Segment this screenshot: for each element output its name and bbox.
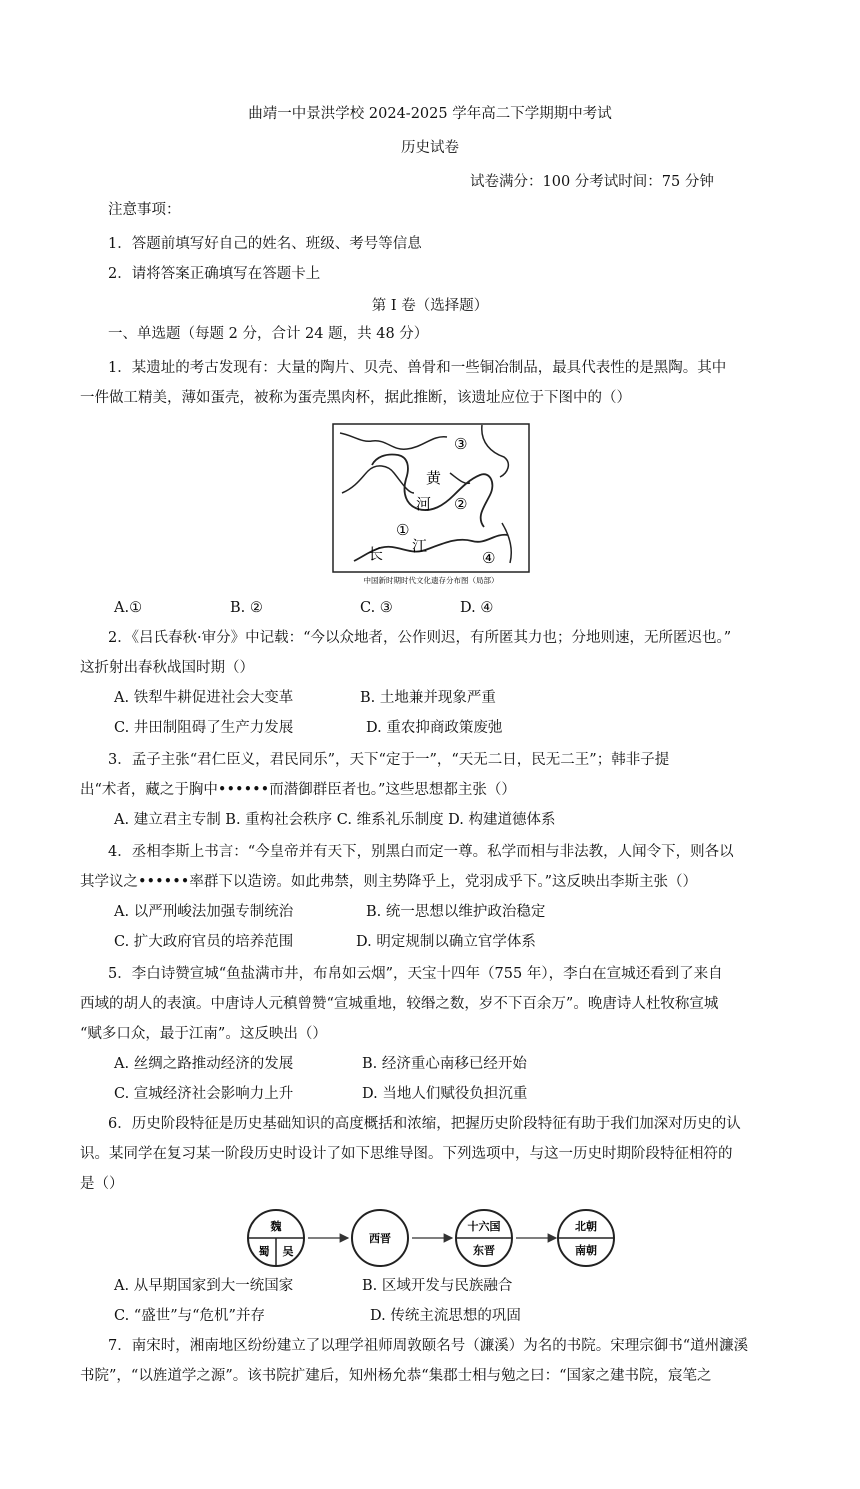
option[interactable]: D. ④ — [460, 600, 494, 616]
option[interactable]: C. 扩大政府官员的培养范围 — [114, 934, 294, 950]
option[interactable]: C. ③ — [360, 600, 393, 616]
option[interactable]: D. 传统主流思想的巩固 — [370, 1308, 521, 1324]
question-2-stem: 这折射出春秋战国时期（） — [80, 660, 254, 676]
map-label: 江 — [412, 537, 428, 555]
part-heading: 一、单选题（每题 2 分，合计 24 题，共 48 分） — [108, 326, 429, 342]
option[interactable]: B. 经济重心南移已经开始 — [362, 1056, 527, 1072]
node-label: 蜀 — [258, 1245, 270, 1258]
option[interactable]: D. 明定规制以确立官学体系 — [356, 934, 536, 950]
notice-heading: 注意事项： — [108, 202, 181, 218]
volume-heading: 第 I 卷（选择题） — [371, 298, 489, 314]
option[interactable]: A. 从早期国家到大一统国家 — [114, 1278, 294, 1294]
option[interactable]: B. ② — [230, 600, 263, 616]
option[interactable]: B. 土地兼并现象严重 — [360, 690, 496, 706]
question-6-stem: 是（） — [80, 1176, 124, 1192]
question-4-stem: 4．丞相李斯上书言：“今皇帝并有天下，别黑白而定一尊。私学而相与非法教，人闻令下，则各以 — [108, 844, 734, 860]
node-label: 南朝 — [575, 1244, 597, 1257]
map-marker: ③ — [454, 435, 468, 453]
option[interactable]: A. 以严刑峻法加强专制统治 — [114, 904, 294, 920]
notice-item: 1．答题前填写好自己的姓名、班级、考号等信息 — [108, 236, 422, 252]
option[interactable]: A.① — [114, 600, 143, 616]
question-6-stem: 识。某同学在复习某一阶段历史时设计了如下思维导图。下列选项中，与这一历史时期阶段特征相符的 — [80, 1146, 733, 1162]
node-label: 东晋 — [473, 1244, 495, 1257]
question-5-stem: 5．李白诗赞宣城“鱼盐满市井，布帛如云烟”，天宝十四年（755 年），李白在宣城还看到了来自 — [108, 966, 723, 982]
map-label: 黄 — [426, 469, 442, 487]
question-1-stem: 一件做工精美，薄如蛋壳，被称为蛋壳黑肉杯，据此推断，该遗址应位于下图中的（） — [80, 390, 631, 406]
node-label: 十六国 — [467, 1220, 501, 1233]
option[interactable]: B. 区域开发与民族融合 — [362, 1278, 513, 1294]
question-5-stem: “赋多口众，最于江南”。这反映出（） — [80, 1026, 327, 1042]
exam-subject: 历史试卷 — [401, 140, 459, 156]
question-6-stem: 6．历史阶段特征是历史基础知识的高度概括和浓缩，把握历史阶段特征有助于我们加深对历史的认 — [108, 1116, 741, 1132]
option[interactable]: D. 当地人们赋役负担沉重 — [362, 1086, 528, 1102]
question-3-stem: 出“术者，藏之于胸中••••••而潜御群臣者也。”这些思想都主张（） — [80, 782, 516, 798]
question-7-stem: 书院”，“以旌道学之源”。该书院扩建后，知州杨允恭“集郡士相与勉之曰：“国家之建书院，宸笔之 — [80, 1368, 712, 1384]
map-label: 长 — [368, 545, 384, 563]
question-2-stem: 2．《吕氏春秋·审分》中记载：“今以众地者，公作则迟，有所匿其力也；分地则速，无所匿迟也。” — [108, 630, 732, 646]
notice-item: 2．请将答案正确填写在答题卡上 — [108, 266, 321, 282]
period-mind-map — [246, 1206, 616, 1270]
map-marker: ④ — [482, 549, 496, 567]
option[interactable]: C. “盛世”与“危机”并存 — [114, 1308, 265, 1324]
node-label: 北朝 — [575, 1220, 597, 1233]
option[interactable]: B. 统一思想以维护政治稳定 — [366, 904, 546, 920]
question-5-stem: 西域的胡人的表演。中唐诗人元稹曾赞“宣城重地，较缗之数，岁不下百余万”。晚唐诗人杜牧称宣城 — [80, 996, 719, 1012]
question-4-stem: 其学议之••••••率群下以造谤。如此弗禁，则主势降乎上，党羽成乎下。”这反映出李斯主张（） — [80, 874, 697, 890]
option[interactable]: A. 铁犁牛耕促进社会大变革 — [114, 690, 294, 706]
node-label: 西晋 — [369, 1232, 391, 1245]
neolithic-map — [332, 423, 530, 587]
exam-title: 曲靖一中景洪学校 2024-2025 学年高二下学期期中考试 — [248, 106, 612, 122]
node-label: 吴 — [282, 1245, 294, 1258]
map-marker: ② — [454, 495, 468, 513]
question-7-stem: 7．南宋时，湘南地区纷纷建立了以理学祖师周敦颐名号（濂溪）为名的书院。宋理宗御书“道州濂溪 — [108, 1338, 749, 1354]
options-line[interactable]: A. 建立君主专制 B. 重构社会秩序 C. 维系礼乐制度 D. 构建道德体系 — [114, 812, 556, 828]
option[interactable]: C. 井田制阻碍了生产力发展 — [114, 720, 294, 736]
map-label: 河 — [416, 495, 432, 513]
node-label: 魏 — [270, 1220, 282, 1233]
option[interactable]: D. 重农抑商政策废弛 — [366, 720, 503, 736]
option[interactable]: A. 丝绸之路推动经济的发展 — [114, 1056, 294, 1072]
exam-meta: 试卷满分：100 分考试时间：75 分钟 — [470, 174, 714, 190]
map-marker: ① — [396, 521, 410, 539]
option[interactable]: C. 宣城经济社会影响力上升 — [114, 1086, 294, 1102]
question-1-stem: 1．某遗址的考古发现有：大量的陶片、贝壳、兽骨和一些铜冶制品，最具代表性的是黑陶。其中 — [108, 360, 727, 376]
question-3-stem: 3．孟子主张“君仁臣义，君民同乐”，天下“定于一”，“天无二日，民无二王”；韩非子提 — [108, 752, 670, 768]
map-caption: 中国新时期时代文化遗存分布图（局部） — [363, 576, 499, 585]
